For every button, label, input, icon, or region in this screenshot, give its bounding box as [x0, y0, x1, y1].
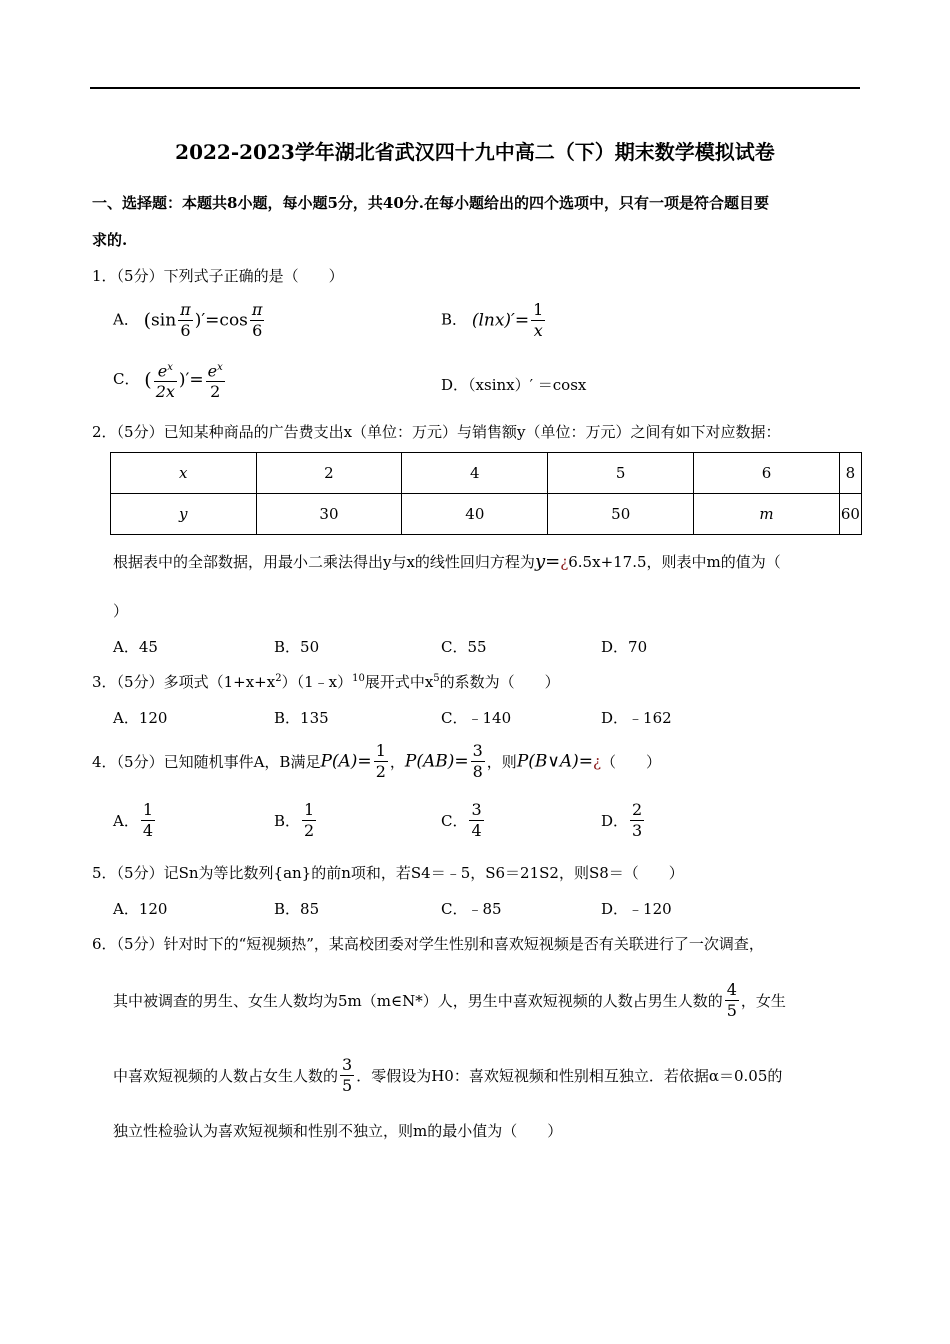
q1-stem: 1．（5分）下列式子正确的是（ ）: [92, 267, 344, 285]
q4-d-label: D．: [601, 812, 629, 830]
q3-option-a: A．120: [113, 709, 168, 727]
q6-line2: [113, 980, 786, 1021]
q1-option-a: [113, 300, 266, 341]
q4-then: ，则: [486, 753, 517, 771]
q6-frac2: [340, 1055, 354, 1096]
q3-sup3: 5: [433, 673, 440, 684]
q1-c-e: e: [157, 361, 168, 381]
q1-a-frac2: [250, 300, 265, 341]
q6-line4: 独立性检验认为喜欢短视频和性别不独立，则m的最小值为（ ）: [113, 1122, 563, 1140]
q1-b-frac: [531, 300, 545, 341]
q3-stem-b: ）（1﹣x）: [281, 673, 353, 691]
q4-pa: P(A)=: [320, 751, 372, 772]
q1-c-sup2: x: [217, 362, 223, 373]
table-cell: x: [111, 453, 257, 494]
q4-pab-frac: [471, 741, 485, 782]
q6-line1: 6．（5分）针对时下的“短视频热”，某高校团委对学生性别和喜欢短视频是否有关联进行了一次调查，: [92, 935, 764, 953]
q5-option-c: C．﹣85: [441, 900, 502, 918]
q2-option-b: B．50: [274, 638, 320, 656]
q4-stem: [92, 741, 661, 782]
q1-c-frac2: [206, 358, 225, 402]
q4-option-c: [441, 800, 486, 841]
q1-a-eq: )′=cos: [194, 310, 248, 331]
q4-d-den: 3: [632, 821, 643, 840]
q4-pa-den: 2: [375, 762, 386, 781]
q4-a-den: 4: [142, 821, 154, 840]
q4-pab: P(AB)=: [404, 751, 469, 772]
q2-paren: ）: [113, 602, 129, 620]
q2-option-d: D．70: [601, 638, 648, 656]
q6-line2a: 其中被调查的男生、女生人数均为5m（m∈N*）人，男生中喜欢短视频的人数占男生人数的: [113, 992, 723, 1010]
q2-option-c: C．55: [441, 638, 487, 656]
q3-option-d: D．﹣162: [601, 709, 672, 727]
q1-a-sin: sin: [151, 310, 177, 331]
q5-option-a: A．120: [113, 900, 168, 918]
table-cell: 50: [548, 494, 694, 535]
q2-text2: 6.5x+17.5，则表中m的值为（: [568, 553, 781, 571]
q3-stem-a: 3．（5分）多项式（1+x+x: [92, 673, 276, 691]
q5-stem: 5．（5分）记Sn为等比数列{an}的前n项和，若S4＝﹣5，S6＝21S2，则S8＝（ ）: [92, 864, 684, 882]
q6-line2b: ，女生: [740, 992, 786, 1010]
q5-option-b: B．85: [274, 900, 320, 918]
q2-option-a: A．45: [113, 638, 158, 656]
q1-c-e2: e: [207, 361, 218, 381]
q4-b-label: B．: [274, 812, 301, 830]
q4-b-den: 2: [304, 821, 315, 840]
table-cell: 60: [839, 494, 861, 535]
q3-option-c: C．﹣140: [441, 709, 512, 727]
q6-frac2-den: 5: [342, 1076, 353, 1095]
q1-c-label: C．: [113, 370, 140, 389]
q4-pa-frac: [374, 741, 388, 782]
q1-b-expr: (lnx)′=: [471, 310, 530, 331]
q4-option-b: [274, 800, 318, 841]
q4-b-frac: [302, 800, 316, 841]
q1-c-frac2-den: 2: [210, 382, 221, 402]
q1-option-b: [441, 300, 547, 341]
table-cell: 40: [402, 494, 548, 535]
q6-frac1: [725, 980, 739, 1021]
q2-text: [113, 551, 781, 572]
q1-a-frac1-den: 6: [180, 321, 191, 340]
q4-a-label: A．: [113, 812, 139, 830]
q4-c-den: 4: [471, 821, 482, 840]
q5-option-d: D．﹣120: [601, 900, 672, 918]
q1-d-label: D．: [441, 376, 469, 394]
q4-option-d: [601, 800, 646, 841]
q4-c-frac: [469, 800, 483, 841]
q6-line3: [113, 1055, 782, 1096]
table-cell: 5: [548, 453, 694, 494]
q1-a-frac2-den: 6: [252, 321, 263, 340]
page-title: 2022-2023学年湖北省武汉四十九中高二（下）期末数学模拟试卷: [175, 140, 775, 164]
table-cell: 6: [694, 453, 840, 494]
q4-a-frac: [141, 800, 155, 841]
section-heading-cont: 求的.: [92, 231, 128, 249]
top-rule: [90, 87, 860, 89]
q3-stem-d: 的系数为（ ）: [439, 673, 560, 691]
table-row: [111, 494, 862, 535]
q3-stem-c: 展开式中x: [364, 673, 434, 691]
q6-line3a: 中喜欢短视频的人数占女生人数的: [113, 1067, 339, 1085]
q4-pab-num: 3: [472, 741, 483, 760]
q1-a-frac1-num: π: [180, 300, 191, 319]
q1-a-label: A．: [113, 310, 139, 329]
q1-a-open: (: [143, 309, 152, 332]
q4-d-num: 2: [632, 800, 643, 819]
q6-line3b: ．零假设为H0：喜欢短视频和性别相互独立．若依据α＝0.05的: [356, 1067, 783, 1085]
table-cell: m: [694, 494, 840, 535]
q1-option-c: [113, 358, 227, 402]
q2-data-table: [110, 452, 862, 535]
q4-inv-mark: ¿: [592, 752, 602, 771]
q6-frac2-num: 3: [342, 1055, 353, 1074]
q1-option-d: [441, 374, 586, 395]
q4-c-label: C．: [441, 812, 468, 830]
q1-c-open: (: [144, 369, 152, 392]
table-cell: y: [111, 494, 257, 535]
table-row: [111, 453, 862, 494]
section-heading: 一、选择题：本题共8小题，每小题5分，共40分.在每小题给出的四个选项中，只有一项是符合题目要: [92, 194, 769, 212]
q2-yhat: y=: [534, 551, 561, 572]
q2-stem: 2．（5分）已知某种商品的广告费支出x（单位：万元）与销售额y（单位：万元）之间有如下对应数据：: [92, 423, 781, 441]
q4-stem-a: 4．（5分）已知随机事件A，B满足: [92, 753, 321, 771]
table-cell: 30: [256, 494, 402, 535]
q4-paren: （ ）: [601, 753, 662, 771]
q4-pa-num: 1: [375, 741, 386, 760]
q1-d-expr: （xsinx）′ ＝cosx: [468, 376, 587, 394]
q2-text1: 根据表中的全部数据，用最小二乘法得出y与x的线性回归方程为: [113, 553, 535, 571]
table-cell: 8: [839, 453, 861, 494]
q4-d-frac: [630, 800, 644, 841]
q4-b-num: 1: [304, 800, 315, 819]
q4-a-num: 1: [142, 800, 154, 819]
q1-a-frac2-num: π: [251, 300, 263, 319]
q4-option-a: [113, 800, 157, 841]
table-cell: 4: [402, 453, 548, 494]
q1-c-sup: x: [167, 362, 173, 373]
q1-a-frac1: [178, 300, 193, 341]
q1-b-label: B．: [441, 310, 468, 329]
q3-stem: [92, 671, 560, 692]
q3-sup2: 10: [352, 673, 365, 684]
q1-b-frac-den: x: [533, 321, 543, 340]
q4-pab-den: 8: [472, 762, 483, 781]
q1-b-frac-num: 1: [533, 300, 544, 319]
q3-option-b: B．135: [274, 709, 329, 727]
q4-pq: P(B∨A)=: [516, 751, 593, 772]
q3-sup1: 2: [275, 673, 282, 684]
q4-c-num: 3: [471, 800, 482, 819]
q1-c-frac1: [154, 358, 177, 402]
q2-inv-mark: ¿: [560, 553, 569, 571]
q1-c-mid: )′=: [178, 370, 204, 391]
q4-comma: ，: [389, 753, 405, 771]
q6-frac1-num: 4: [726, 980, 737, 999]
q1-c-frac1-den: 2x: [155, 382, 175, 402]
table-cell: 2: [256, 453, 402, 494]
q6-frac1-den: 5: [726, 1001, 737, 1020]
